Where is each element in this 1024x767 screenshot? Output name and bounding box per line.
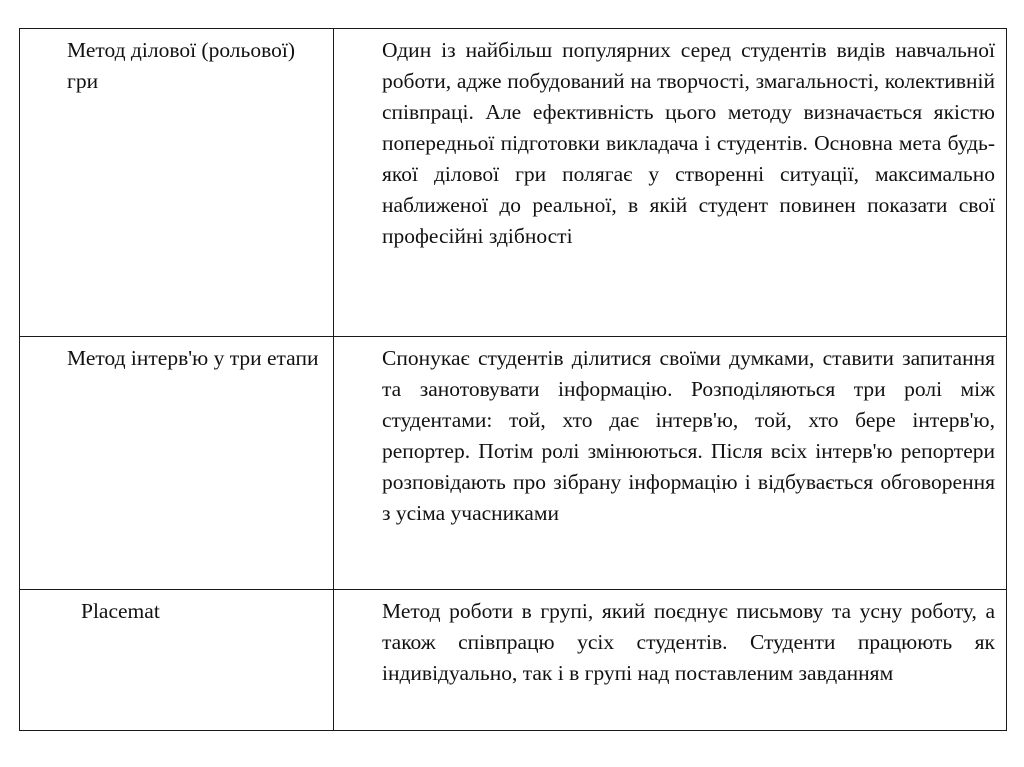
method-name-cell bbox=[20, 29, 334, 337]
table-row bbox=[20, 29, 1007, 337]
method-name-cell bbox=[20, 337, 334, 590]
method-description: Один із найбільш популярних серед студентів видів навчальної роботи, адже побудований на творчості, змагальності, колективній співпраці. Але ефективність цього методу визначається якістю попередньої підготовки викладача і студентів. Основна мета будь-якої ділової гри полягає у створенні ситуації, максимально наближеної до реальної, в якій студент повинен показати свої професійні здібності bbox=[382, 38, 995, 248]
method-description-cell bbox=[334, 337, 1007, 590]
table-row bbox=[20, 590, 1007, 731]
method-description: Спонукає студентів ділитися своїми думками, ставити запитання та занотовувати інформацію. Розподіляються три ролі між студентами: той, хто дає інтерв'ю, той, хто бере інтерв'ю, репортер. Потім ролі змінюються. Після всіх інтерв'ю репортери розповідають про зібрану інформацію і відбувається обговорення з усіма учасниками bbox=[382, 346, 995, 525]
method-name: Метод ділової (рольової) гри bbox=[67, 38, 295, 93]
method-description-cell bbox=[334, 590, 1007, 731]
method-description: Метод роботи в групі, який поєднує письмову та усну роботу, а також співпрацю усіх студентів. Студенти працюють як індивідуально, так і в групі над поставленим завданням bbox=[382, 599, 995, 685]
table-row bbox=[20, 337, 1007, 590]
methods-table bbox=[19, 28, 1007, 731]
method-description-cell bbox=[334, 29, 1007, 337]
method-name-cell bbox=[20, 590, 334, 731]
method-name: Placemat bbox=[81, 599, 160, 623]
method-name: Метод інтерв'ю у три етапи bbox=[67, 346, 319, 370]
